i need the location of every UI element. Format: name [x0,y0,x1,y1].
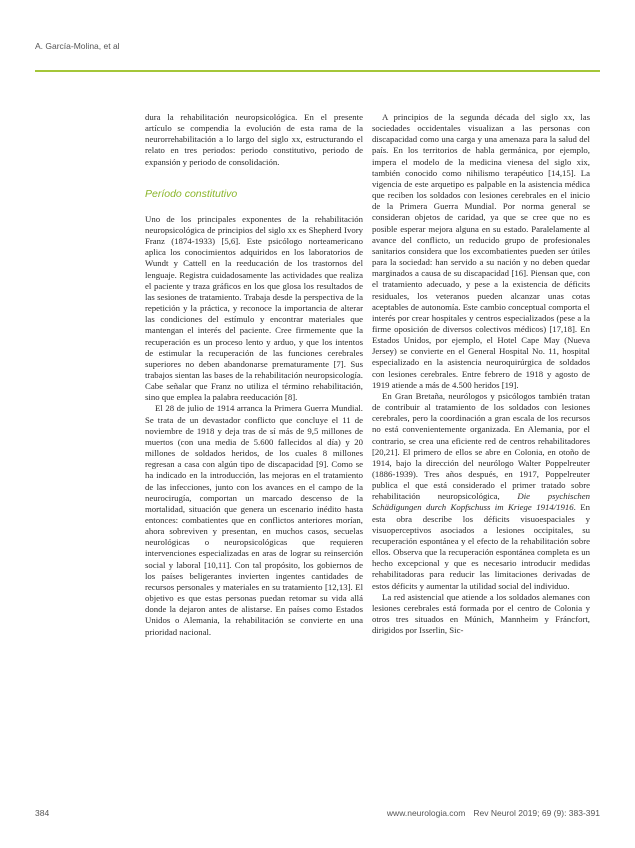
body-paragraph: A principios de la segunda década del siglo xx, las sociedades occidentales visualizan a las personas con discapacidad como una carga y una amenaza para la salud del país. En los territorios de habla germánica, por ejemplo, impera el modelo de la medicina vienesa del siglo xix, también conocido como nihilismo terapéutico [14,15]. La vigencia de este arquetipo es palpable en la asistencia médica que reciben los soldados con lesiones cerebrales en el inicio de la Primera Guerra Mundial. Por norma general se consideran objetos de caridad, ya que se cree que no es posible esperar mejora alguna en su estado. Paralelamente al avance del conflicto, un reducido grupo de profesionales sanitarios considera que los excombatientes pueden ser útiles para la sociedad: han servido a su nación y no deben quedar marginados a causa de su discapacidad [16]. Piensan que, con el tratamiento adecuado, y pese a la existencia de déficits residuales, los veteranos pueden alcanzar unas cotas aceptables de autonomía. Este cambio conceptual comporta el interés por crear hospitales y centros especializados (pese a la firme oposición de diversos colectivos médicos) [17,18]. En Estados Unidos, por ejemplo, el Hotel Cape May (Nueva Jersey) se convierte en el General Hospital No. 11, hospital especializado en la asistencia neuroquirúrgica de soldados con lesiones cerebrales. Entre febrero de 1918 y agosto de 1919 atiende a más de 4.500 heridos [19]. [372,112,590,390]
section-heading: Período constitutivo [145,187,238,200]
body-paragraph: Uno de los principales exponentes de la rehabilitación neuropsicológica de principios del siglo xx es Shepherd Ivory Franz (1874-1933) [5,6]. Este psicólogo norteamericano aplica los conocimientos adquiridos en los laboratorios de Wundt y Cattell en la reeducación de los trastornos del lenguaje. Registra cuidadosamente las actividades que realiza el paciente y traza gráficos en los que glosa los resultados de las sesiones de tratamiento. Trabaja desde la perspectiva de la repetición y la práctica, y reconoce la importancia de alterar las condiciones del estímulo y encontrar materiales que mantengan el interés del paciente. Cree firmemente que la recuperación es un proceso lento y arduo, y que los intentos de estimular la recuperación de las funciones cerebrales superiores no deben abandonarse prematuramente [7]. Sus trabajos sientan las bases de la rehabilitación neuropsicología. Cabe señalar que Franz no utiliza el término rehabilitación, sino que emplea la palabra reeducación [8]. [145,213,363,403]
intro-paragraph: dura la rehabilitación neuropsicológica. En el presente artículo se compendia la evolución de esta rama de la neurorrehabilitación a lo largo del siglo xx, estructurando el relato en tres periodos: periodo constitutivo, periodo de expansión y periodo de consolidación. [145,112,363,167]
header-rule [35,70,600,72]
right-column [372,112,590,636]
running-head: A. García-Molina, et al [35,41,120,51]
footer-citation [387,808,600,818]
paragraph-text: . En esta obra describe los déficits visuoespaciales y visuoperceptivos asociados a lesiones occipitales, su recuperación espontánea y el efecto de la rehabilitación sobre ellos. Observa que la recuperación espontánea completa es un hecho excepcional y que es necesario introducir medidas rehabilitadoras para reducir las limitaciones derivadas de estos déficits y aumentar la utilidad social del individuo. [372,502,590,591]
journal-citation: Rev Neurol 2019; 69 (9): 383-391 [473,808,600,818]
body-paragraph: La red asistencial que atiende a los soldados alemanes con lesiones cerebrales está formada por el centro de Colonia y otros tres situados en Múnich, Mannheim y Fráncfort, dirigidos por Isserlin, Sic- [372,591,590,636]
paragraph-text: En Gran Bretaña, neurólogos y psicólogos también tratan de contribuir al tratamiento de los soldados con lesiones cerebrales, pero la coordinación a gran escala de los recursos no está convenientemente organizada. En Alemania, por el contrario, se crea una eficiente red de centros rehabilitadores [20,21]. El primero de ellos se abre en Colonia, en otoño de 1914, bajo la dirección del neurólogo Walter Poppelreuter (1886-1939). Tres años después, en 1917, Poppelreuter publica el que está considerado el primer tratado sobre rehabilitación neuropsicológica, [372,390,590,502]
website-link[interactable]: www.neurologia.com [386,808,466,818]
left-column [145,112,363,638]
book-title: Die psychischen Schädigungen durch Kopfschuss im Kriege 1914/1916 [372,491,590,513]
body-paragraph [372,391,590,592]
body-paragraph: El 28 de julio de 1914 arranca la Primera Guerra Mundial. Se trata de un devastador conflicto que concluye el 11 de noviembre de 1918 y deja tras de sí más de 9,5 millones de muertos (con una media de 5.600 fallecidos al día) y 20 millones de soldados heridos, de los cuales 8 millones regresan a casa con algún tipo de discapacidad [9]. Como se ha indicado en la introducción, las mejoras en el tratamiento de las infecciones, junto con los avances en el campo de la neurocirugía, comportan un marcado descenso de la mortalidad, situación que genera un escenario inédito hasta entonces: combatientes que en conflictos anteriores morían, ahora sobreviven y presentan, en muchos casos, secuelas neurológicas o neuropsicológicas que requieren intervenciones especializadas en aras de lograr su reinserción social y laboral [10,11]. Con tal propósito, los gobiernos de los países beligerantes invierten ingentes cantidades de recursos personales y materiales en su tratamiento [12,13]. El objetivo es que estas personas puedan retomar su vida allá donde la dejaron antes de alistarse. En países como Estados Unidos o Alemania, la rehabilitación se convierte en una prioridad nacional. [145,403,363,637]
page-number: 384 [35,808,50,818]
